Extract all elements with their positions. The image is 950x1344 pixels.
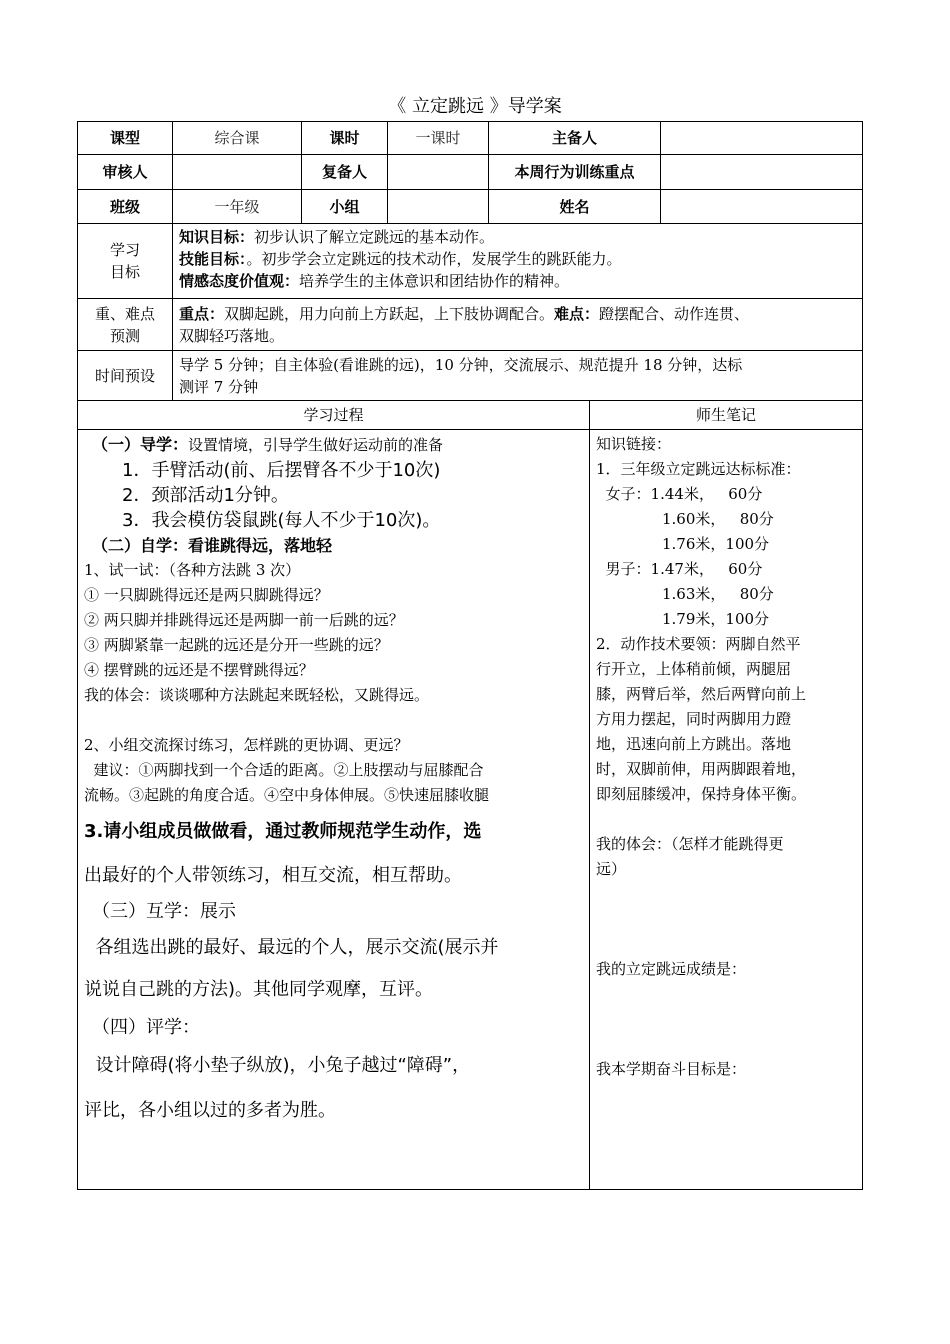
girls-score: 1.44米， 60分 — [650, 485, 763, 503]
focus-content — [173, 299, 863, 351]
my-goal: 我本学期奋斗目标是： — [596, 1060, 747, 1078]
document-title: 《 立定跳远 》导学案 — [388, 96, 562, 117]
key-point-text: 双脚起跳，用力向前上方跃起，上下肢协调配合。 — [224, 304, 555, 323]
time-content — [173, 351, 863, 401]
knowledge-goal-title: 知识目标： — [179, 228, 255, 246]
focus-row — [78, 299, 863, 351]
name-value — [661, 190, 863, 224]
hours-value: 一课时 — [388, 122, 489, 155]
s3-title: （三）互学：展示 — [92, 901, 236, 922]
boys-score: 1.47米， 60分 — [650, 560, 763, 578]
course-type-value: 综合课 — [173, 122, 302, 155]
s2-question: ④ 摆臂跳的远还是不摆臂跳得远？ — [84, 661, 314, 679]
goals-row — [78, 224, 863, 299]
girls-score: 1.60米， 80分 — [662, 510, 774, 528]
s4-text-2: 评比，各小组以过的多者为胜。 — [84, 1100, 336, 1121]
my-feel-2: 远） — [596, 860, 627, 878]
reviewer-label: 审核人 — [78, 155, 173, 190]
time-line-1: 导学 5 分钟；自主体验(看谁跳的远)，10 分钟，交流展示、规范提升 18 分钟，达标 — [179, 355, 743, 374]
s2-title: （二）自学：看谁跳得远，落地轻 — [92, 536, 333, 555]
notes-heading: 师生笔记 — [590, 401, 863, 430]
s1-title: （一）导学： — [92, 435, 189, 454]
group-label: 小组 — [302, 190, 388, 224]
process-content — [78, 430, 590, 1190]
tech-line: 时，双脚前伸，用两脚跟着地， — [596, 760, 807, 778]
s2-question: ② 两只脚并排跳得远还是两脚一前一后跳的远？ — [84, 611, 404, 629]
body-row — [78, 430, 863, 1190]
tech-line: 方用力摆起，同时两脚用力蹬 — [596, 710, 792, 728]
group-value — [388, 190, 489, 224]
header-row-2 — [78, 155, 863, 190]
s2-question: ③ 两脚紧靠一起跳的远还是分开一些跳的远？ — [84, 636, 389, 654]
time-label: 时间预设 — [78, 351, 173, 401]
course-type-label: 课型 — [78, 122, 173, 155]
my-score: 我的立定跳远成绩是： — [596, 960, 747, 978]
boys-score: 1.63米， 80分 — [662, 585, 774, 603]
time-row — [78, 351, 863, 401]
tech-line: 行开立，上体稍前倾，两腿屈 — [596, 660, 792, 678]
s2-step3-2: 出最好的个人带领练习，相互交流，相互帮助。 — [84, 865, 462, 886]
s3-text-2: 说说自己跳的方法)。其他同学观摩，互评。 — [84, 979, 434, 1000]
notes-content — [590, 430, 863, 1190]
knowledge-link: 知识链接： — [596, 435, 672, 453]
my-feel-1: 我的体会：（怎样才能跳得更 — [596, 835, 784, 853]
name-label: 姓名 — [489, 190, 661, 224]
attitude-goal-title: 情感态度价值观： — [179, 272, 300, 290]
section-heading-row — [78, 401, 863, 430]
s3-text-1: 各组选出跳的最好、最远的个人，展示交流(展示并 — [84, 937, 499, 958]
header-row-1 — [78, 122, 863, 155]
boys-label: 男子： — [596, 560, 651, 578]
s1-text: 设置情境，引导学生做好运动前的准备 — [188, 436, 444, 454]
process-heading: 学习过程 — [78, 401, 590, 430]
s4-title: （四）评学： — [92, 1017, 200, 1038]
s1-item: 3．我会模仿袋鼠跳(每人不少于10次)。 — [122, 510, 441, 531]
s2-group: 2、小组交流探讨练习，怎样跳的更协调、更远？ — [84, 736, 409, 754]
s1-item: 1．手臂活动(前、后摆臂各不少于10次) — [122, 460, 441, 481]
tech-line: 即刻屈膝缓冲，保持身体平衡。 — [596, 785, 807, 803]
boys-score: 1.79米，100分 — [662, 610, 770, 628]
s2-advice-1: 建议：①两脚找到一个合适的距离。②上肢摆动与屈膝配合 — [84, 761, 484, 779]
behavior-focus-value — [661, 155, 863, 190]
s2-try: 1、试一试：（各种方法跳 3 次） — [84, 561, 301, 579]
co-preparer-label: 复备人 — [302, 155, 388, 190]
hard-point-text-2: 双脚轻巧落地。 — [179, 326, 285, 345]
hours-label: 课时 — [302, 122, 388, 155]
goals-label: 学习 目标 — [78, 224, 173, 299]
tech-line: 膝，两臂后举，然后两臂向前上 — [596, 685, 807, 703]
reviewer-value — [173, 155, 302, 190]
s2-step3-1: 3.请小组成员做做看，通过教师规范学生动作，选 — [84, 821, 482, 842]
co-preparer-value — [388, 155, 489, 190]
lesson-plan-table — [77, 121, 863, 1190]
skill-goal-title: 技能目标： — [179, 250, 247, 268]
tech-line: 2．动作技术要领：两脚自然平 — [596, 635, 801, 653]
skill-goal-text: 。初步学会立定跳远的技术动作，发展学生的跳跃能力。 — [246, 250, 622, 268]
s4-text-1: 设计障碍(将小垫子纵放)，小兔子越过“障碍”， — [84, 1055, 471, 1076]
s2-question: ① 一只脚跳得远还是两只脚跳得远？ — [84, 586, 329, 604]
girls-label: 女子： — [596, 485, 651, 503]
s1-item: 2．颈部活动1分钟。 — [122, 485, 289, 506]
key-point-title: 重点： — [179, 304, 225, 323]
class-label: 班级 — [78, 190, 173, 224]
goals-content — [173, 224, 863, 299]
lead-preparer-value — [661, 122, 863, 155]
focus-label: 重、难点 预测 — [78, 299, 173, 351]
hard-point-text: 蹬摆配合、动作连贯、 — [599, 304, 750, 323]
time-line-2: 测评 7 分钟 — [179, 377, 259, 396]
class-value: 一年级 — [173, 190, 302, 224]
lead-preparer-label: 主备人 — [489, 122, 661, 155]
knowledge-goal-text: 初步认识了解立定跳远的基本动作。 — [254, 228, 495, 246]
hard-point-title: 难点： — [554, 304, 600, 323]
attitude-goal-text: 培养学生的主体意识和团结协作的精神。 — [299, 272, 570, 290]
s2-advice-2: 流畅。③起跳的角度合适。④空中身体伸展。⑤快速屈膝收腿 — [84, 786, 490, 804]
girls-score: 1.76米，100分 — [662, 535, 770, 553]
header-row-3 — [78, 190, 863, 224]
tech-line: 地，迅速向前上方跳出。落地 — [596, 735, 792, 753]
standard-title: 1．三年级立定跳远达标标准： — [596, 460, 801, 478]
s2-feel: 我的体会：谈谈哪种方法跳起来既轻松，又跳得远。 — [84, 686, 430, 704]
behavior-focus-label: 本周行为训练重点 — [489, 155, 661, 190]
